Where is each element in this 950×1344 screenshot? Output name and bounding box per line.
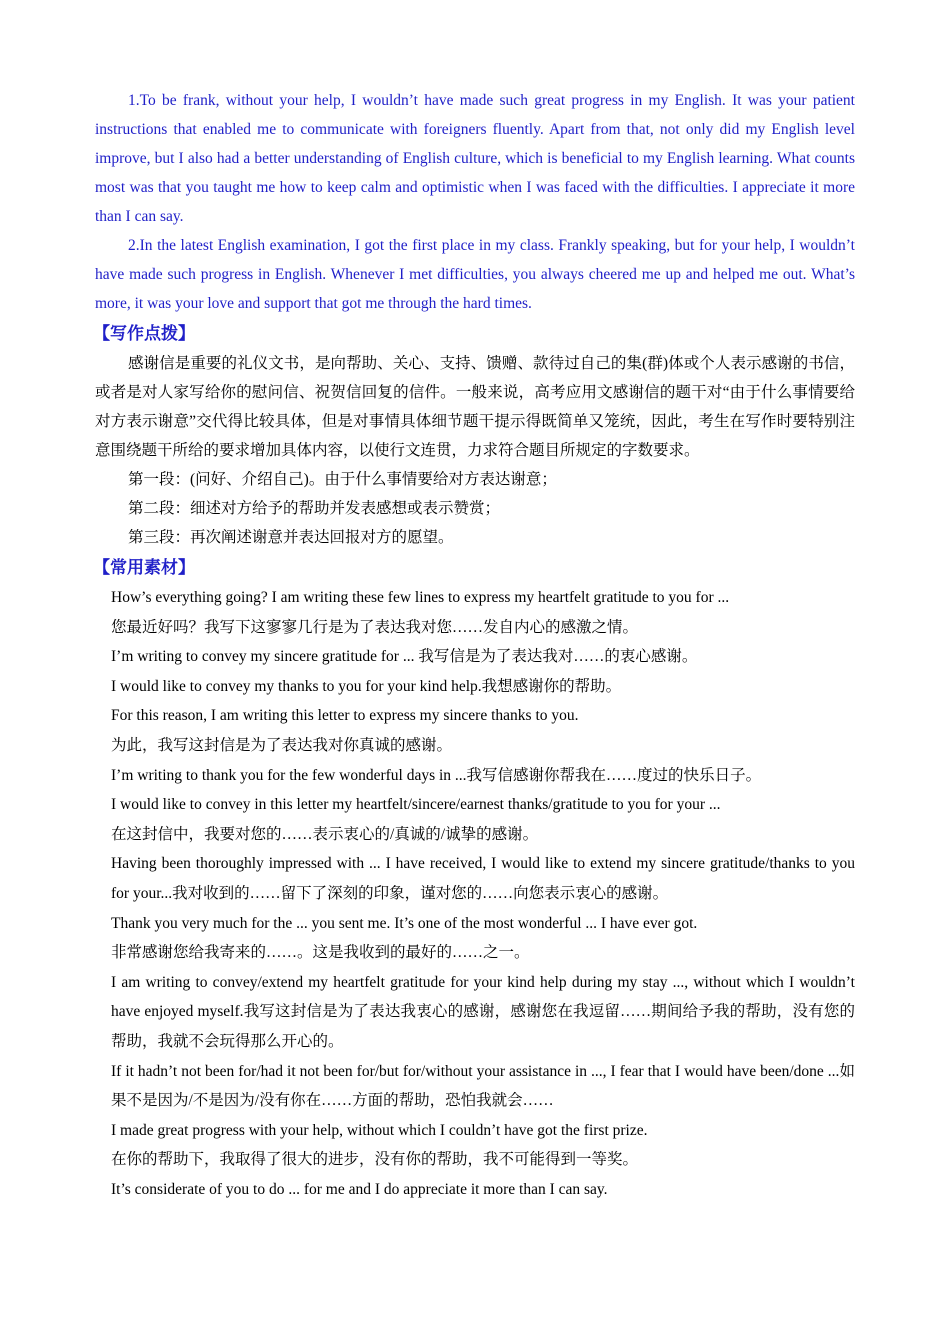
document-page: [95, 86, 855, 1204]
materials-list: [95, 583, 855, 1204]
paragraph-3-tip: 第三段：再次阐述谢意并表达回报对方的愿望。: [128, 529, 454, 546]
material-line: 您最近好吗？我写下这寥寥几行是为了表达我对您……发自内心的感激之情。: [111, 618, 639, 636]
material-line: 在这封信中，我要对您的……表示衷心的/真诚的/诚挚的感谢。: [111, 825, 539, 843]
writing-tips-heading: 【写作点拨】: [93, 324, 195, 343]
material-line: 在你的帮助下，我取得了很大的进步，没有你的帮助，我不可能得到一等奖。: [111, 1151, 639, 1169]
material-line: I’m writing to convey my sincere gratitude for ... 我写信是为了表达我对……的衷心感谢。: [111, 648, 698, 666]
material-line: I am writing to convey/extend my heartfelt gratitude for your kind help during my stay ..., without which I wouldn’t have enjoyed myself.我写这封信是为了表达我衷心的感谢，感谢您在我逗留……期间给予我的帮助，没有您的帮助，我就不会玩得那么开心的。: [111, 973, 855, 1050]
paragraph-2-tip: 第二段：细述对方给予的帮助并发表感想或表示赞赏；: [128, 500, 501, 517]
material-line: 为此，我写这封信是为了表达我对你真诚的感谢。: [111, 736, 453, 754]
material-line: It’s considerate of you to do ... for me and I do appreciate it more than I can say.: [111, 1180, 608, 1198]
material-line: If it hadn’t not been for/had it not been for/but for/without your assistance in ..., I fear that I would have been/done ...如果不是因为/不是因为/没有你在……方面的帮助，恐怕我就会……: [111, 1062, 855, 1110]
material-line: I made great progress with your help, without which I couldn’t have got the first prize.: [111, 1121, 648, 1139]
material-line: For this reason, I am writing this letter to express my sincere thanks to you.: [111, 707, 579, 725]
material-line: I would like to convey in this letter my heartfelt/sincere/earnest thanks/gratitude to you for your ...: [111, 796, 721, 814]
material-line: How’s everything going? I am writing these few lines to express my heartfelt gratitude to you for ...: [111, 589, 730, 606]
material-line: I would like to convey my thanks to you for your kind help.我想感谢你的帮助。: [111, 677, 622, 695]
example-paragraph-1: 1.To be frank, without your help, I wouldn’t have made such great progress in my English. It was your patient instructions that enabled me to communicate with foreigners fluently. Apart from that, not only did my English level improve, but I also had a better understanding of English culture, which is beneficial to my English learning. What counts most was that you taught me how to keep calm and optimistic when I was faced with the difficulties. I appreciate it more than I can say.: [95, 92, 855, 225]
example-paragraph-2: 2.In the latest English examination, I got the first place in my class. Frankly speaking, but for your help, I wouldn’t have made such progress in English. Whenever I met difficulties, you always cheered me up and helped me out. What’s more, it was your love and support that got me through the hard times.: [95, 237, 855, 312]
material-line: Having been thoroughly impressed with ... I have received, I would like to extend my sincere gratitude/thanks to you for your...我对收到的……留下了深刻的印象，谨对您的……向您表示衷心的感谢。: [111, 855, 855, 902]
common-materials-heading: 【常用素材】: [93, 558, 195, 577]
material-line: I’m writing to thank you for the few wonderful days in ...我写信感谢你帮我在……度过的快乐日子。: [111, 766, 762, 784]
material-line: Thank you very much for the ... you sent me. It’s one of the most wonderful ... I have ever got.: [111, 914, 698, 932]
material-line: 非常感谢您给我寄来的……。这是我收到的最好的……之一。: [111, 944, 530, 962]
writing-tips-intro: 感谢信是重要的礼仪文书，是向帮助、关心、支持、馈赠、款待过自己的集(群)体或个人表示感谢的书信，或者是对人家写给你的慰问信、祝贺信回复的信件。一般来说，高考应用文感谢信的题干对“由于什么事情要给对方表示谢意”交代得比较具体，但是对事情具体细节题干提示得既简单又笼统，因此，考生在写作时要特别注意围绕题干所给的要求增加具体内容，以使行文连贯，力求符合题目所规定的字数要求。: [95, 355, 855, 459]
paragraph-1-tip: 第一段：(问好、介绍自己)。由于什么事情要给对方表达谢意；: [128, 471, 557, 488]
